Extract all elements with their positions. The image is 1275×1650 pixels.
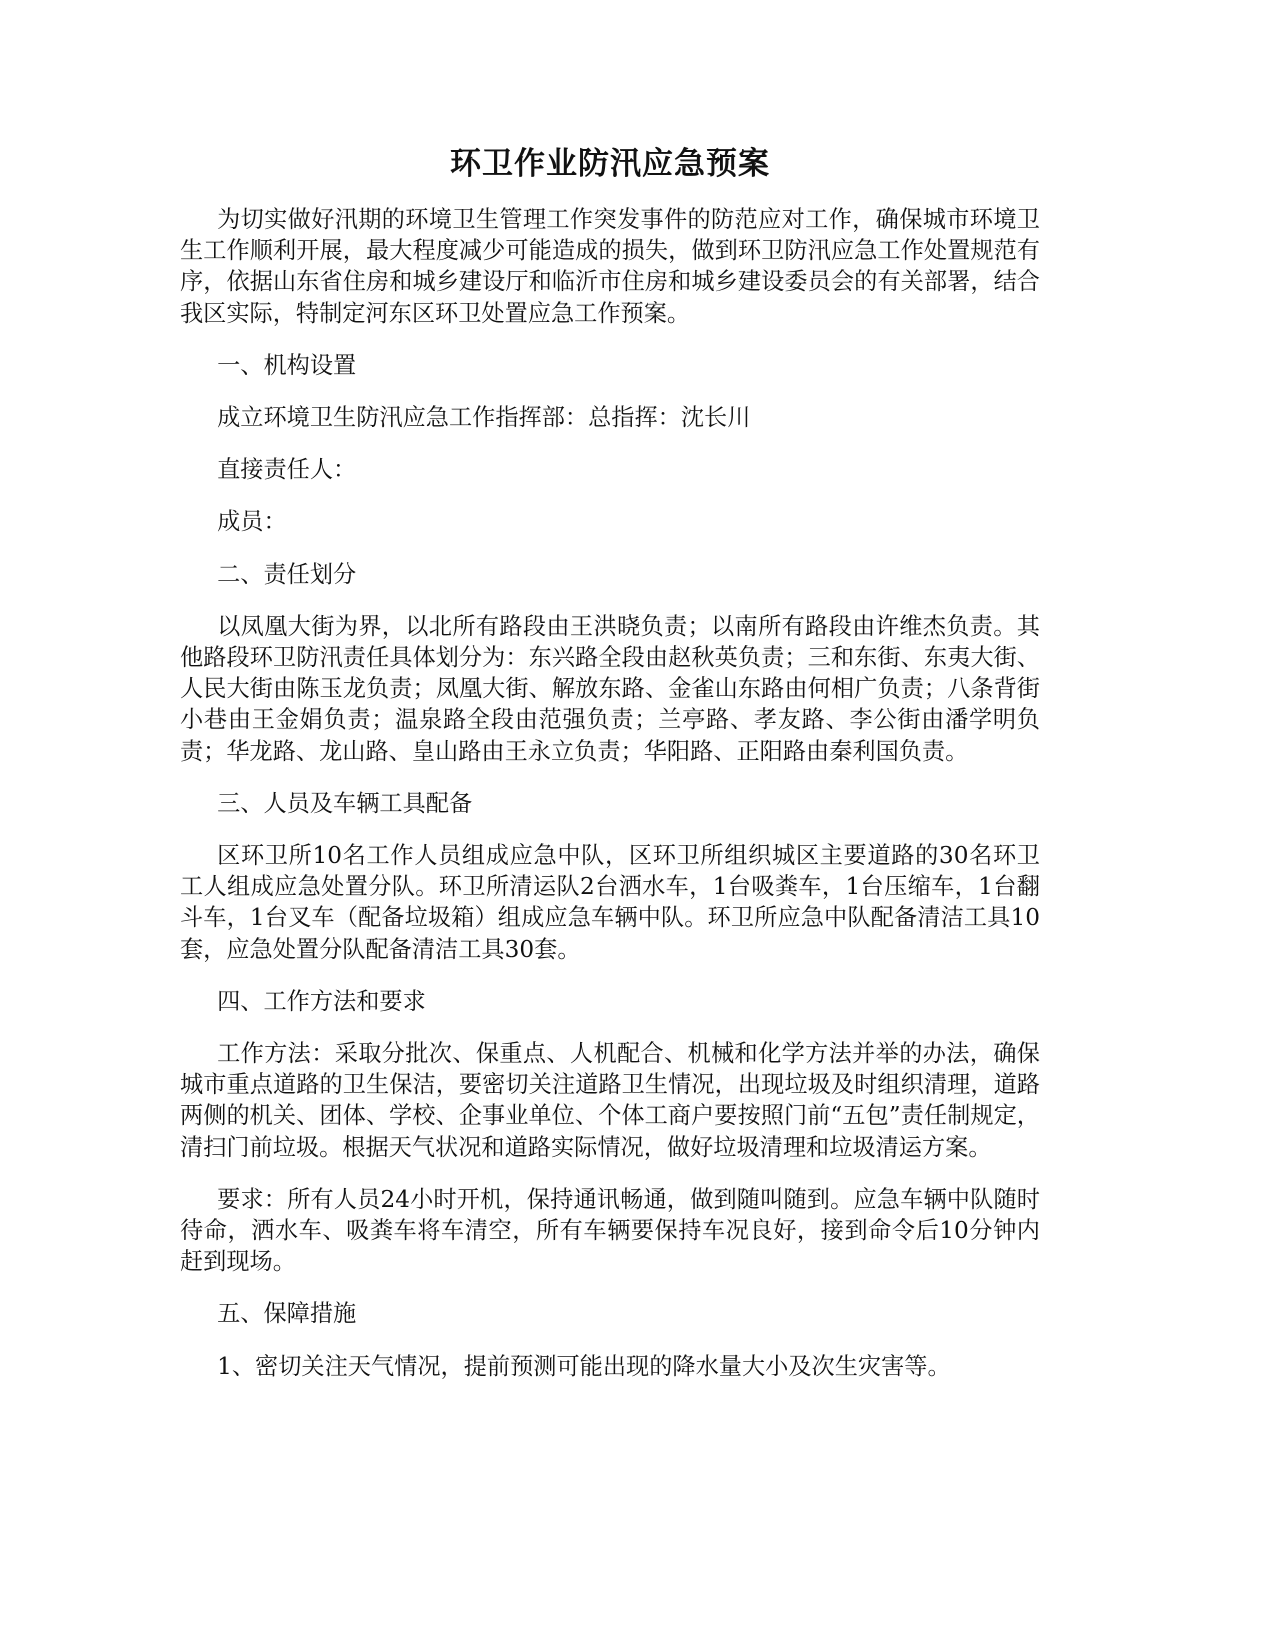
command-headquarters-line: 成立环境卫生防汛应急工作指挥部：总指挥：沈长川 bbox=[217, 404, 751, 432]
safeguard-item-1: 1、密切关注天气情况，提前预测可能出现的降水量大小及次生灾害等。 bbox=[217, 1352, 951, 1380]
members-line: 成员： bbox=[217, 508, 287, 536]
methods-paragraph: 工作方法：采取分批次、保重点、人机配合、机械和化学方法并举的办法，确保城市重点道路的卫生保洁，要密切关注道路卫生情况，出现垃圾及时组织清理，道路两侧的机关、团体、学校、企事业单位、个体工商户要按照门前“五包”责任制规定，清扫门前垃圾。根据天气状况和道路实际情况，做好垃圾清理和垃圾清运方案。 bbox=[180, 1040, 1040, 1161]
section-heading-personnel: 三、人员及车辆工具配备 bbox=[217, 789, 473, 817]
section-heading-methods: 四、工作方法和要求 bbox=[217, 987, 426, 1015]
personnel-paragraph: 区环卫所10名工作人员组成应急中队，区环卫所组织城区主要道路的30名环卫工人组成应急处置分队。环卫所清运队2台洒水车，1台吸粪车，1台压缩车，1台翻斗车，1台叉车（配备垃圾箱）组成应急车辆中队。环卫所应急中队配备清洁工具10套，应急处置分队配备清洁工具30套。 bbox=[180, 842, 1040, 963]
document-title: 环卫作业防汛应急预案 bbox=[450, 146, 770, 182]
direct-responsible-line: 直接责任人： bbox=[217, 456, 357, 484]
section-heading-organization: 一、机构设置 bbox=[217, 351, 357, 379]
requirements-paragraph: 要求：所有人员24小时开机，保持通讯畅通，做到随叫随到。应急车辆中队随时待命，洒水车、吸粪车将车清空，所有车辆要保持车况良好，接到命令后10分钟内赶到现场。 bbox=[180, 1185, 1040, 1276]
section-heading-safeguards: 五、保障措施 bbox=[217, 1300, 357, 1328]
responsibility-paragraph: 以凤凰大街为界，以北所有路段由王洪晓负责；以南所有路段由许维杰负责。其他路段环卫防汛责任具体划分为：东兴路全段由赵秋英负责；三和东街、东夷大街、人民大街由陈玉龙负责；凤凰大街、解放东路、金雀山东路由何相广负责；八条背街小巷由王金娟负责；温泉路全段由范强负责；兰亭路、孝友路、李公街由潘学明负责；华龙路、龙山路、皇山路由王永立负责；华阳路、正阳路由秦利国负责。 bbox=[180, 612, 1040, 765]
document-page bbox=[180, 0, 1040, 1650]
document-body bbox=[180, 204, 1040, 1403]
section-heading-responsibility: 二、责任划分 bbox=[217, 560, 357, 588]
intro-paragraph: 为切实做好汛期的环境卫生管理工作突发事件的防范应对工作，确保城市环境卫生工作顺利开展，最大程度减少可能造成的损失，做到环卫防汛应急工作处置规范有序，依据山东省住房和城乡建设厅和临沂市住房和城乡建设委员会的有关部署，结合我区实际，特制定河东区环卫处置应急工作预案。 bbox=[180, 206, 1040, 327]
